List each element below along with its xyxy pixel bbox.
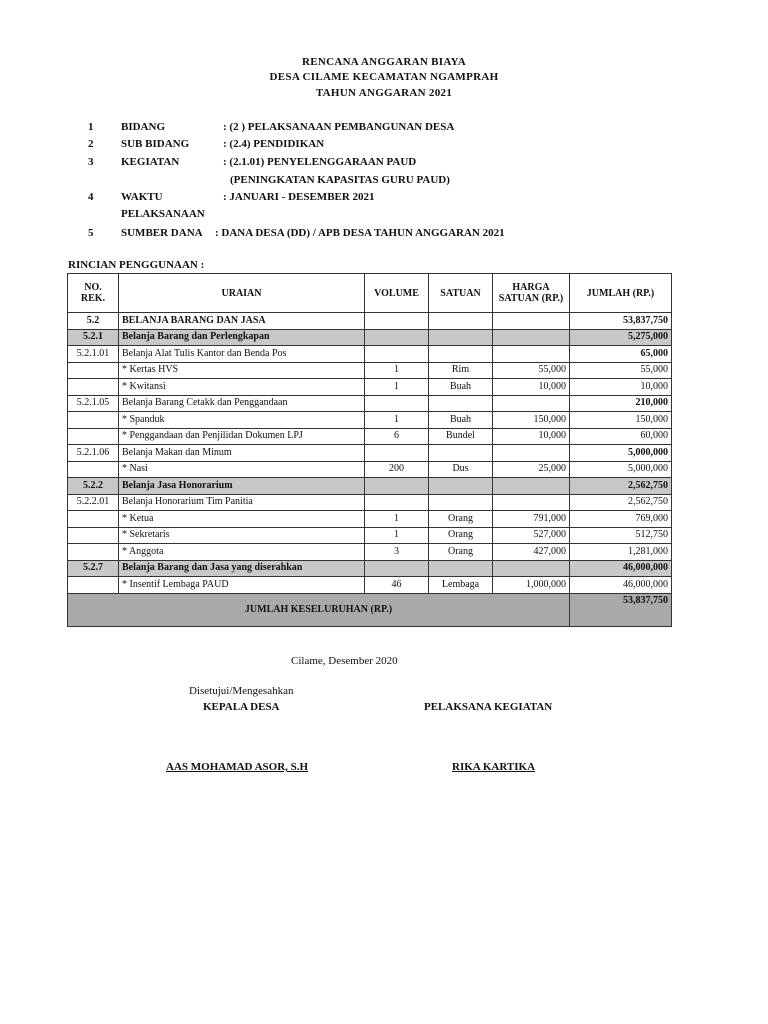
- cell-no-rek: 5.2.2: [68, 478, 119, 495]
- cell-no-rek: [68, 511, 119, 528]
- cell-no-rek: [68, 544, 119, 561]
- cell-jumlah: 5,275,000: [570, 329, 672, 346]
- cell-satuan: [429, 313, 493, 330]
- cell-satuan: [429, 329, 493, 346]
- cell-harga: 10,000: [493, 428, 570, 445]
- cell-harga: [493, 313, 570, 330]
- cell-satuan: [429, 560, 493, 577]
- cell-no-rek: [68, 428, 119, 445]
- table-row: [68, 346, 672, 363]
- cell-jumlah: 210,000: [570, 395, 672, 412]
- cell-jumlah: 46,000,000: [570, 560, 672, 577]
- table-row: [68, 560, 672, 577]
- cell-uraian: Belanja Makan dan Minum: [119, 445, 365, 462]
- cell-harga: 150,000: [493, 412, 570, 429]
- cell-jumlah: 512,750: [570, 527, 672, 544]
- cell-harga: [493, 346, 570, 363]
- cell-uraian: Belanja Barang dan Perlengkapan: [119, 329, 365, 346]
- cell-harga: 1,000,000: [493, 577, 570, 594]
- cell-harga: [493, 395, 570, 412]
- cell-jumlah: 1,281,000: [570, 544, 672, 561]
- right-signatory-title: PELAKSANA KEGIATAN: [424, 701, 553, 713]
- approved-label: Disetujui/Mengesahkan: [189, 685, 294, 697]
- cell-volume: 1: [365, 527, 429, 544]
- cell-satuan: Bundel: [429, 428, 493, 445]
- cell-jumlah: 53,837,750: [570, 313, 672, 330]
- cell-satuan: [429, 346, 493, 363]
- table-header-row: [68, 274, 672, 313]
- header-uraian: URAIAN: [119, 274, 365, 313]
- cell-no-rek: 5.2.1.05: [68, 395, 119, 412]
- cell-satuan: Orang: [429, 544, 493, 561]
- table-row: [68, 313, 672, 330]
- cell-no-rek: [68, 461, 119, 478]
- total-value: 53,837,750: [570, 593, 672, 626]
- table-row: [68, 544, 672, 561]
- cell-satuan: [429, 395, 493, 412]
- cell-jumlah: 769,000: [570, 511, 672, 528]
- cell-volume: [365, 395, 429, 412]
- info-no-2: 2: [88, 138, 94, 150]
- header-no-rek: NO. REK.: [68, 274, 119, 313]
- header-volume: VOLUME: [365, 274, 429, 313]
- cell-satuan: [429, 494, 493, 511]
- cell-jumlah: 10,000: [570, 379, 672, 396]
- info-value-sumber-dana: : DANA DESA (DD) / APB DESA TAHUN ANGGARAN 2021: [215, 227, 505, 239]
- info-label-waktu: WAKTU: [121, 191, 163, 203]
- cell-harga: [493, 478, 570, 495]
- cell-uraian: Belanja Barang dan Jasa yang diserahkan: [119, 560, 365, 577]
- cell-jumlah: 5,000,000: [570, 445, 672, 462]
- cell-harga: 527,000: [493, 527, 570, 544]
- doc-title-line2: DESA CILAME KECAMATAN NGAMPRAH: [269, 71, 499, 83]
- info-no-4: 4: [88, 191, 94, 203]
- cell-no-rek: 5.2.1.01: [68, 346, 119, 363]
- cell-jumlah: 46,000,000: [570, 577, 672, 594]
- info-label-kegiatan: KEGIATAN: [121, 156, 180, 168]
- cell-no-rek: 5.2: [68, 313, 119, 330]
- header-jumlah: JUMLAH (RP.): [570, 274, 672, 313]
- cell-uraian: Belanja Barang Cetakk dan Penggandaan: [119, 395, 365, 412]
- cell-no-rek: [68, 412, 119, 429]
- cell-no-rek: 5.2.1: [68, 329, 119, 346]
- cell-jumlah: 2,562,750: [570, 494, 672, 511]
- cell-harga: [493, 329, 570, 346]
- cell-jumlah: 60,000: [570, 428, 672, 445]
- budget-table: [67, 273, 672, 627]
- table-row: [68, 412, 672, 429]
- cell-uraian: Belanja Alat Tulis Kantor dan Benda Pos: [119, 346, 365, 363]
- cell-no-rek: 5.2.1.06: [68, 445, 119, 462]
- cell-no-rek: [68, 362, 119, 379]
- info-no-1: 1: [88, 121, 94, 133]
- table-row: [68, 362, 672, 379]
- cell-no-rek: 5.2.7: [68, 560, 119, 577]
- table-row: [68, 494, 672, 511]
- table-row: [68, 428, 672, 445]
- cell-volume: [365, 560, 429, 577]
- cell-volume: [365, 445, 429, 462]
- cell-uraian: Belanja Jasa Honorarium: [119, 478, 365, 495]
- doc-title-line1: RENCANA ANGGARAN BIAYA: [301, 56, 467, 68]
- table-row: [68, 329, 672, 346]
- table-row: [68, 527, 672, 544]
- cell-satuan: Orang: [429, 511, 493, 528]
- table-row: [68, 395, 672, 412]
- cell-volume: [365, 346, 429, 363]
- left-signatory-name: AAS MOHAMAD ASOR, S.H: [166, 761, 309, 773]
- cell-harga: 427,000: [493, 544, 570, 561]
- cell-volume: [365, 494, 429, 511]
- info-no-5: 5: [88, 227, 94, 239]
- rincian-label: RINCIAN PENGGUNAAN :: [68, 259, 205, 271]
- cell-harga: 791,000: [493, 511, 570, 528]
- cell-satuan: Buah: [429, 412, 493, 429]
- info-label-bidang: BIDANG: [121, 121, 166, 133]
- cell-uraian: * Spanduk: [119, 412, 365, 429]
- table-row: [68, 577, 672, 594]
- cell-satuan: Rim: [429, 362, 493, 379]
- cell-volume: 6: [365, 428, 429, 445]
- info-value-kegiatan-detail: (PENINGKATAN KAPASITAS GURU PAUD): [230, 174, 450, 186]
- cell-volume: 200: [365, 461, 429, 478]
- cell-harga: [493, 445, 570, 462]
- cell-harga: [493, 560, 570, 577]
- cell-volume: [365, 329, 429, 346]
- cell-volume: [365, 478, 429, 495]
- info-value-sub-bidang: : (2.4) PENDIDIKAN: [223, 138, 325, 150]
- info-value-bidang: : (2 ) PELAKSANAAN PEMBANGUNAN DESA: [223, 121, 455, 133]
- cell-volume: 1: [365, 412, 429, 429]
- header-satuan: SATUAN: [429, 274, 493, 313]
- cell-jumlah: 55,000: [570, 362, 672, 379]
- cell-satuan: Orang: [429, 527, 493, 544]
- cell-no-rek: [68, 527, 119, 544]
- cell-satuan: [429, 478, 493, 495]
- cell-jumlah: 65,000: [570, 346, 672, 363]
- cell-volume: 1: [365, 379, 429, 396]
- cell-volume: 3: [365, 544, 429, 561]
- cell-volume: [365, 313, 429, 330]
- cell-jumlah: 150,000: [570, 412, 672, 429]
- place-date: Cilame, Desember 2020: [291, 655, 398, 667]
- info-value-waktu: : JANUARI - DESEMBER 2021: [223, 191, 375, 203]
- cell-volume: 1: [365, 362, 429, 379]
- cell-satuan: Lembaga: [429, 577, 493, 594]
- cell-satuan: Buah: [429, 379, 493, 396]
- table-row: [68, 461, 672, 478]
- table-total-row: [68, 593, 672, 626]
- left-signatory-title: KEPALA DESA: [203, 701, 280, 713]
- cell-uraian: * Anggota: [119, 544, 365, 561]
- doc-title-line3: TAHUN ANGGARAN 2021: [315, 87, 453, 99]
- cell-jumlah: 2,562,750: [570, 478, 672, 495]
- table-row: [68, 478, 672, 495]
- info-label-pelaksanaan: PELAKSANAAN: [121, 208, 205, 220]
- cell-satuan: [429, 445, 493, 462]
- cell-uraian: BELANJA BARANG DAN JASA: [119, 313, 365, 330]
- cell-satuan: Dus: [429, 461, 493, 478]
- cell-uraian: * Kertas HVS: [119, 362, 365, 379]
- cell-uraian: * Ketua: [119, 511, 365, 528]
- info-label-sub-bidang: SUB BIDANG: [121, 138, 190, 150]
- header-harga-satuan: HARGA SATUAN (RP.): [493, 274, 570, 313]
- cell-harga: 10,000: [493, 379, 570, 396]
- cell-volume: 1: [365, 511, 429, 528]
- cell-harga: 25,000: [493, 461, 570, 478]
- cell-uraian: * Insentif Lembaga PAUD: [119, 577, 365, 594]
- info-label-sumber-dana: SUMBER DANA: [121, 227, 203, 239]
- table-row: [68, 379, 672, 396]
- table-row: [68, 511, 672, 528]
- info-no-3: 3: [88, 156, 94, 168]
- right-signatory-name: RIKA KARTIKA: [452, 761, 536, 773]
- cell-harga: [493, 494, 570, 511]
- cell-uraian: * Penggandaan dan Penjilidan Dokumen LPJ: [119, 428, 365, 445]
- cell-uraian: * Kwitansi: [119, 379, 365, 396]
- cell-volume: 46: [365, 577, 429, 594]
- cell-no-rek: [68, 577, 119, 594]
- cell-jumlah: 5,000,000: [570, 461, 672, 478]
- cell-uraian: Belanja Honorarium Tim Panitia: [119, 494, 365, 511]
- cell-no-rek: 5.2.2.01: [68, 494, 119, 511]
- total-label: JUMLAH KESELURUHAN (RP.): [68, 593, 570, 626]
- cell-harga: 55,000: [493, 362, 570, 379]
- cell-no-rek: [68, 379, 119, 396]
- table-row: [68, 445, 672, 462]
- cell-uraian: * Sekretaris: [119, 527, 365, 544]
- info-value-kegiatan: : (2.1.01) PENYELENGGARAAN PAUD: [223, 156, 417, 168]
- cell-uraian: * Nasi: [119, 461, 365, 478]
